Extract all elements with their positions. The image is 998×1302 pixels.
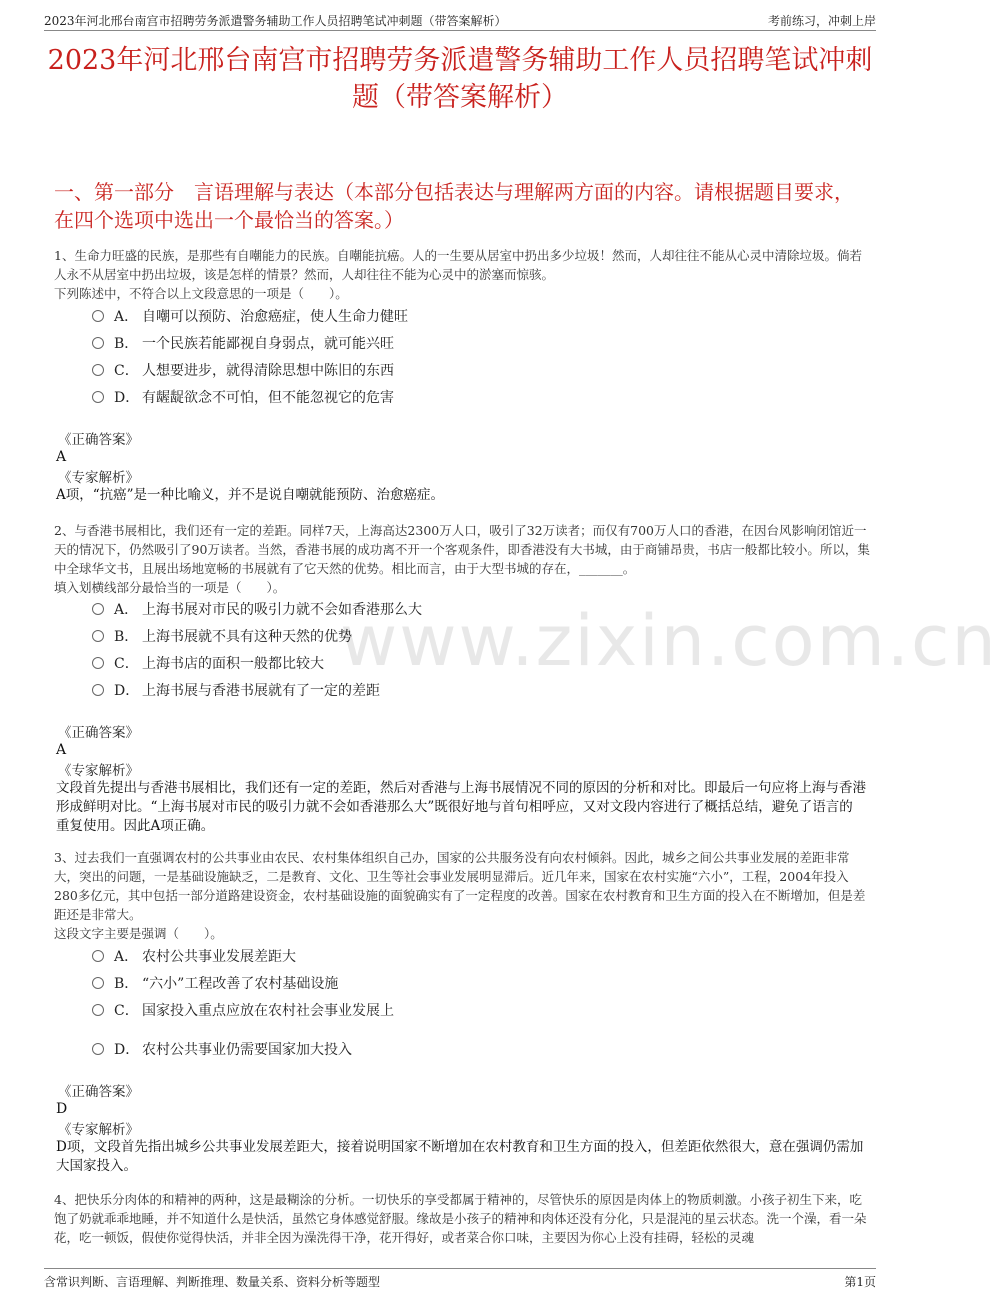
analysis-text: 文段首先提出与香港书展相比，我们还有一定的差距，然后对香港与上海书展情况不同的原因的分析和对比。即最后一句应将上海与香港形成鲜明对比。“上海书展对市民的吸引力就不会如香港那么大”既很好地与首句相呼应，又对文段内容进行了概括总结，避免了语言的重复使用。因此A项正确。 bbox=[56, 780, 866, 834]
radio-icon[interactable] bbox=[92, 950, 104, 962]
analysis-label: 《专家解析》 bbox=[58, 1122, 139, 1138]
page-header bbox=[44, 10, 876, 31]
analysis-label: 《专家解析》 bbox=[58, 763, 139, 779]
question-prompt: 这段文字主要是强调（ ）。 bbox=[54, 926, 223, 941]
option-b[interactable]: B． 一个民族若能鄙视自身弱点，就可能兴旺 bbox=[92, 334, 394, 354]
question-prompt: 填入划横线部分最恰当的一项是（ ）。 bbox=[54, 580, 286, 595]
answer-value: A bbox=[56, 742, 67, 758]
option-c[interactable]: C． 国家投入重点应放在农村社会事业发展上 bbox=[92, 1001, 394, 1021]
option-a[interactable]: A． 自嘲可以预防、治愈癌症，使人生命力健旺 bbox=[92, 307, 408, 327]
radio-icon[interactable] bbox=[92, 1004, 104, 1016]
option-b[interactable]: B． 上海书展就不具有这种天然的优势 bbox=[92, 627, 352, 647]
question-prompt: 下列陈述中，不符合以上文段意思的一项是（ ）。 bbox=[54, 286, 348, 301]
question-stem: 3、过去我们一直强调农村的公共事业由农民、农村集体组织自己办，国家的公共服务没有向农村倾斜。因此，城乡之间公共事业发展的差距非常大，突出的问题，一是基础设施缺乏，二是教育、文化、卫生等社会事业发展明显滞后。近几年来，国家在农村实施“六小”，工程，2004年投入280多亿元，其中包括一部分道路建设资金，农村基础设施的面貌确实有了一定程度的改善。国家在农村教育和卫生方面的投入在不断增加，但是差距还是非常大。 这段文字主要是强调（ ）。 bbox=[54, 850, 866, 941]
radio-icon[interactable] bbox=[92, 364, 104, 376]
analysis-text: D项，文段首先指出城乡公共事业发展差距大，接着说明国家不断增加在农村教育和卫生方面的投入，但差距依然很大，意在强调仍需加大国家投入。 bbox=[56, 1139, 864, 1174]
option-a[interactable]: A． 上海书展对市民的吸引力就不会如香港那么大 bbox=[92, 600, 422, 620]
answer-value: D bbox=[56, 1101, 68, 1117]
radio-icon[interactable] bbox=[92, 391, 104, 403]
question-stem: 1、生命力旺盛的民族，是那些有自嘲能力的民族。自嘲能抗癌。人的一生要从居室中扔出多少垃圾！然而，人却往往不能从心灵中清除垃圾。倘若人永不从居室中扔出垃圾，该是怎样的情景？然而，人却往往不能为心灵中的淤塞而惊骇。 下列陈述中，不符合以上文段意思的一项是（ ）。 bbox=[54, 248, 862, 301]
radio-icon[interactable] bbox=[92, 337, 104, 349]
option-d[interactable]: D． 上海书展与香港书展就有了一定的差距 bbox=[92, 681, 380, 701]
page-number: 第1页 bbox=[844, 1275, 876, 1289]
answer-label: 《正确答案》 bbox=[58, 432, 139, 448]
analysis-label: 《专家解析》 bbox=[58, 470, 139, 486]
header-slogan: 考前练习，冲刺上岸 bbox=[767, 14, 876, 28]
question-stem: 2、与香港书展相比，我们还有一定的差距。同样7天，上海高达2300万人口，吸引了32万读者；而仅有700万人口的香港，在因台风影响闭馆近一天的情况下，仍然吸引了90万读者。当然，香港书展的成功离不开一个客观条件，即香港没有大书城，由于商铺昂贵，书店一般都比较小。所以，集中全球华文书，且展出场地宽畅的书展就有了它天然的优势。相比而言，由于大型书城的存在，_______。 填入划横线部分最恰当的一项是（ ）。 bbox=[54, 523, 870, 595]
radio-icon[interactable] bbox=[92, 657, 104, 669]
page-footer bbox=[44, 1268, 876, 1289]
radio-icon[interactable] bbox=[92, 310, 104, 322]
header-doc-title: 2023年河北邢台南宫市招聘劳务派遣警务辅助工作人员招聘笔试冲刺题（带答案解析） bbox=[44, 14, 507, 28]
radio-icon[interactable] bbox=[92, 1043, 104, 1055]
analysis-text: A项，“抗癌”是一种比喻义，并不是说自嘲就能预防、治愈癌症。 bbox=[56, 487, 445, 503]
option-c[interactable]: C． 上海书店的面积一般都比较大 bbox=[92, 654, 324, 674]
radio-icon[interactable] bbox=[92, 684, 104, 696]
radio-icon[interactable] bbox=[92, 977, 104, 989]
option-d[interactable]: D． 农村公共事业仍需要国家加大投入 bbox=[92, 1040, 352, 1060]
radio-icon[interactable] bbox=[92, 603, 104, 615]
option-a[interactable]: A． 农村公共事业发展差距大 bbox=[92, 947, 296, 967]
section-heading: 一、第一部分 言语理解与表达（本部分包括表达与理解两方面的内容。请根据题目要求，在四个选项中选出一个最恰当的答案。） bbox=[54, 180, 854, 232]
document-title: 2023年河北邢台南宫市招聘劳务派遣警务辅助工作人员招聘笔试冲刺题（带答案解析） bbox=[47, 45, 873, 113]
option-c[interactable]: C． 人想要进步，就得清除思想中陈旧的东西 bbox=[92, 361, 394, 381]
question-stem: 4、把快乐分肉体的和精神的两种，这是最糊涂的分析。一切快乐的享受都属于精神的，尽管快乐的原因是肉体上的物质刺激。小孩子初生下来，吃饱了奶就乖乖地睡，并不知道什么是快活，虽然它身体感觉舒服。缘故是小孩子的精神和肉体还没有分化，只是混沌的星云状态。洗一个澡，看一朵花，吃一顿饭，假使你觉得快活，并非全因为澡洗得干净，花开得好，或者菜合你口味，主要因为你心上没有挂碍，轻松的灵魂 bbox=[54, 1192, 867, 1245]
option-b[interactable]: B． “六小”工程改善了农村基础设施 bbox=[92, 974, 338, 994]
watermark: www.zixin.com.cn bbox=[340, 600, 998, 682]
answer-label: 《正确答案》 bbox=[58, 725, 139, 741]
footer-note: 含常识判断、言语理解、判断推理、数量关系、资料分析等题型 bbox=[44, 1275, 381, 1289]
answer-label: 《正确答案》 bbox=[58, 1084, 139, 1100]
option-d[interactable]: D． 有龌龊欲念不可怕，但不能忽视它的危害 bbox=[92, 388, 394, 408]
radio-icon[interactable] bbox=[92, 630, 104, 642]
answer-value: A bbox=[56, 449, 67, 465]
